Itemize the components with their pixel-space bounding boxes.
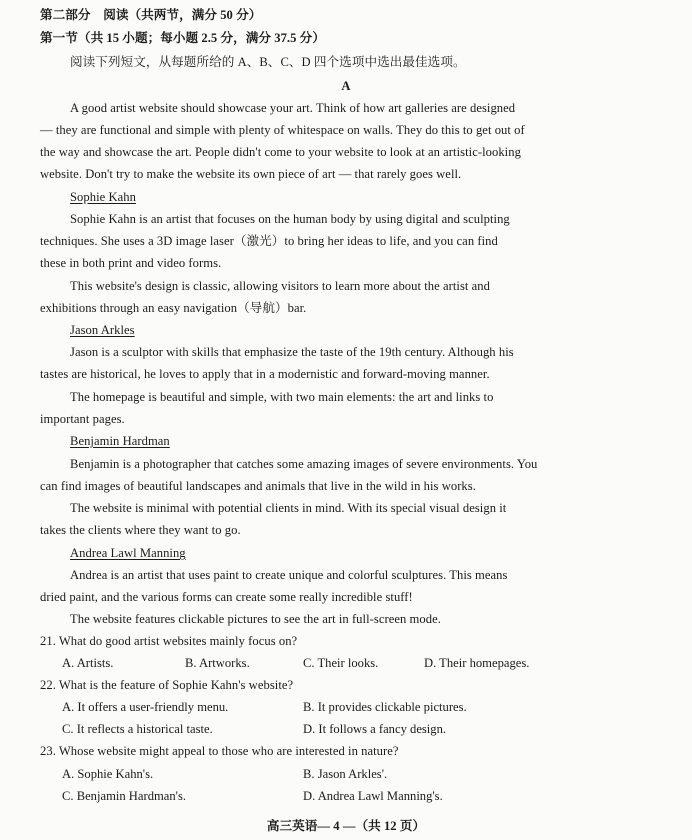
intro-line-4: website. Don't try to make the website its own piece of art — that rarely goes well. bbox=[40, 167, 462, 181]
sophie-p1-line-1: Sophie Kahn is an artist that focuses on the human body by using digital and sculpting bbox=[70, 212, 510, 226]
intro-line-3: the way and showcase the art. People didn't come to your website to look at an artistic-looking bbox=[40, 145, 521, 159]
q21-option-d: D. Their homepages. bbox=[424, 656, 530, 670]
artist-name-jason: Jason Arkles bbox=[70, 323, 135, 337]
q23-option-c: C. Benjamin Hardman's. bbox=[62, 789, 186, 803]
sophie-p2-line-2: exhibitions through an easy navigation（导航）bar. bbox=[40, 301, 307, 315]
q22-option-c: C. It reflects a historical taste. bbox=[62, 722, 213, 736]
question-21-stem: 21. What do good artist websites mainly focus on? bbox=[40, 634, 298, 648]
intro-line-1: A good artist website should showcase your art. Think of how art galleries are designed bbox=[70, 101, 516, 115]
q22-option-a: A. It offers a user-friendly menu. bbox=[62, 700, 229, 714]
section-heading: 第一节（共 15 小题；每小题 2.5 分，满分 37.5 分） bbox=[40, 31, 325, 45]
q23-option-d: D. Andrea Lawl Manning's. bbox=[303, 789, 443, 803]
q22-option-d: D. It follows a fancy design. bbox=[303, 722, 447, 736]
artist-name-sophie: Sophie Kahn bbox=[70, 190, 136, 204]
intro-line-2: — they are functional and simple with plenty of whitespace on walls. They do this to get out of bbox=[40, 123, 525, 137]
benjamin-p1-line-2: can find images of beautiful landscapes and animals that live in the wild in his works. bbox=[40, 479, 476, 493]
benjamin-p1-line-1: Benjamin is a photographer that catches some amazing images of severe environments. You bbox=[70, 457, 538, 471]
part-heading: 第二部分 阅读（共两节，满分 50 分） bbox=[40, 8, 262, 22]
question-23-stem: 23. Whose website might appeal to those who are interested in nature? bbox=[40, 744, 399, 758]
benjamin-p2-line-1: The website is minimal with potential clients in mind. With its special visual design it bbox=[70, 501, 507, 515]
andrea-p2-line-1: The website features clickable pictures to see the art in full-screen mode. bbox=[70, 612, 441, 626]
jason-p2-line-2: important pages. bbox=[40, 412, 125, 426]
sophie-p1-line-2: techniques. She uses a 3D image laser（激光）to bring her ideas to life, and you can find bbox=[40, 234, 498, 248]
q21-option-b: B. Artworks. bbox=[185, 656, 250, 670]
sophie-p1-line-3: these in both print and video forms. bbox=[40, 256, 222, 270]
sophie-p2-line-1: This website's design is classic, allowing visitors to learn more about the artist and bbox=[70, 279, 490, 293]
q21-option-a: A. Artists. bbox=[62, 656, 114, 670]
page-footer: 高三英语— 4 —（共 12 页） bbox=[266, 819, 426, 833]
passage-letter: A bbox=[341, 79, 351, 93]
q21-option-c: C. Their looks. bbox=[303, 656, 379, 670]
andrea-p1-line-2: dried paint, and the various forms can create some really incredible stuff! bbox=[40, 590, 413, 604]
benjamin-p2-line-2: takes the clients where they want to go. bbox=[40, 523, 241, 537]
q22-option-b: B. It provides clickable pictures. bbox=[303, 700, 467, 714]
artist-name-andrea: Andrea Lawl Manning bbox=[70, 546, 186, 560]
jason-p2-line-1: The homepage is beautiful and simple, with two main elements: the art and links to bbox=[70, 390, 494, 404]
jason-p1-line-2: tastes are historical, he loves to apply that in a modernistic and forward-moving manner. bbox=[40, 367, 490, 381]
question-22-stem: 22. What is the feature of Sophie Kahn's website? bbox=[40, 678, 294, 692]
artist-name-benjamin: Benjamin Hardman bbox=[70, 434, 170, 448]
andrea-p1-line-1: Andrea is an artist that uses paint to create unique and colorful sculptures. This means bbox=[70, 568, 508, 582]
instruction-text: 阅读下列短文，从每题所给的 A、B、C、D 四个选项中选出最佳选项。 bbox=[70, 55, 466, 69]
q23-option-a: A. Sophie Kahn's. bbox=[62, 767, 154, 781]
q23-option-b: B. Jason Arkles'. bbox=[303, 767, 388, 781]
jason-p1-line-1: Jason is a sculptor with skills that emphasize the taste of the 19th century. Although his bbox=[70, 345, 514, 359]
